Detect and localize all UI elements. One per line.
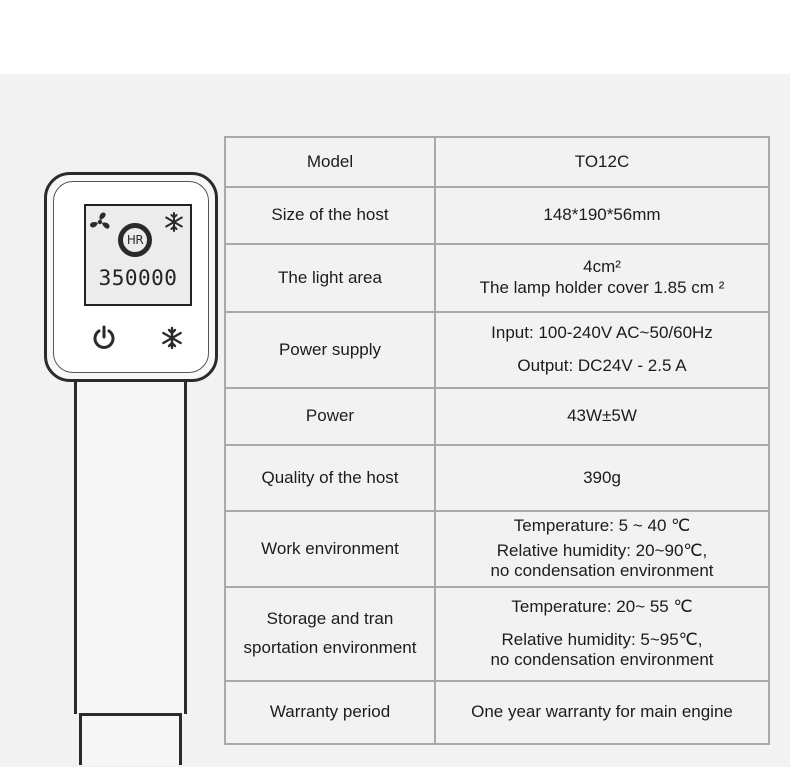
table-row: [225, 511, 769, 587]
power-icon[interactable]: [90, 324, 118, 352]
table-row: [225, 312, 769, 388]
spec-value: 390g: [435, 445, 769, 511]
fan-icon: [90, 212, 110, 228]
spec-table: [224, 136, 770, 745]
snowflake-icon[interactable]: [158, 324, 186, 352]
table-row: [225, 445, 769, 511]
table-row: [225, 137, 769, 187]
mode-ring: [118, 223, 152, 257]
spec-label: Size of the host: [225, 187, 435, 244]
lcd-display: [84, 204, 192, 306]
spec-label: Storage and tran sportation environment: [225, 587, 435, 681]
spec-label: Warranty period: [225, 681, 435, 744]
table-row: [225, 244, 769, 312]
spec-value: Temperature: 20~ 55 ℃ Relative humidity: 5~95℃, no condensation environment: [435, 587, 769, 681]
table-row: [225, 187, 769, 244]
spec-value: Temperature: 5 ~ 40 ℃ Relative humidity: 20~90℃, no condensation environment: [435, 511, 769, 587]
spec-label: Power: [225, 388, 435, 445]
device-handle-base: [79, 713, 182, 765]
device-handle: [74, 380, 187, 714]
device-control-panel: [53, 181, 209, 373]
spec-value: 43W±5W: [435, 388, 769, 445]
spec-value: TO12C: [435, 137, 769, 187]
spec-label: Model: [225, 137, 435, 187]
table-row: [225, 681, 769, 744]
snowflake-icon: [166, 213, 182, 231]
spec-label: Power supply: [225, 312, 435, 388]
table-row: [225, 388, 769, 445]
spec-value: One year warranty for main engine: [435, 681, 769, 744]
spec-value: Input: 100-240V AC~50/60Hz Output: DC24V - 2.5 A: [435, 312, 769, 388]
spec-label: Work environment: [225, 511, 435, 587]
spec-value: 148*190*56mm: [435, 187, 769, 244]
spec-value: 4cm² The lamp holder cover 1.85 cm ²: [435, 244, 769, 312]
device-head: [44, 172, 218, 382]
shot-counter: 350000: [98, 266, 178, 290]
table-row: [225, 587, 769, 681]
spec-label: Quality of the host: [225, 445, 435, 511]
mode-text: HR: [126, 233, 144, 247]
spec-label: The light area: [225, 244, 435, 312]
